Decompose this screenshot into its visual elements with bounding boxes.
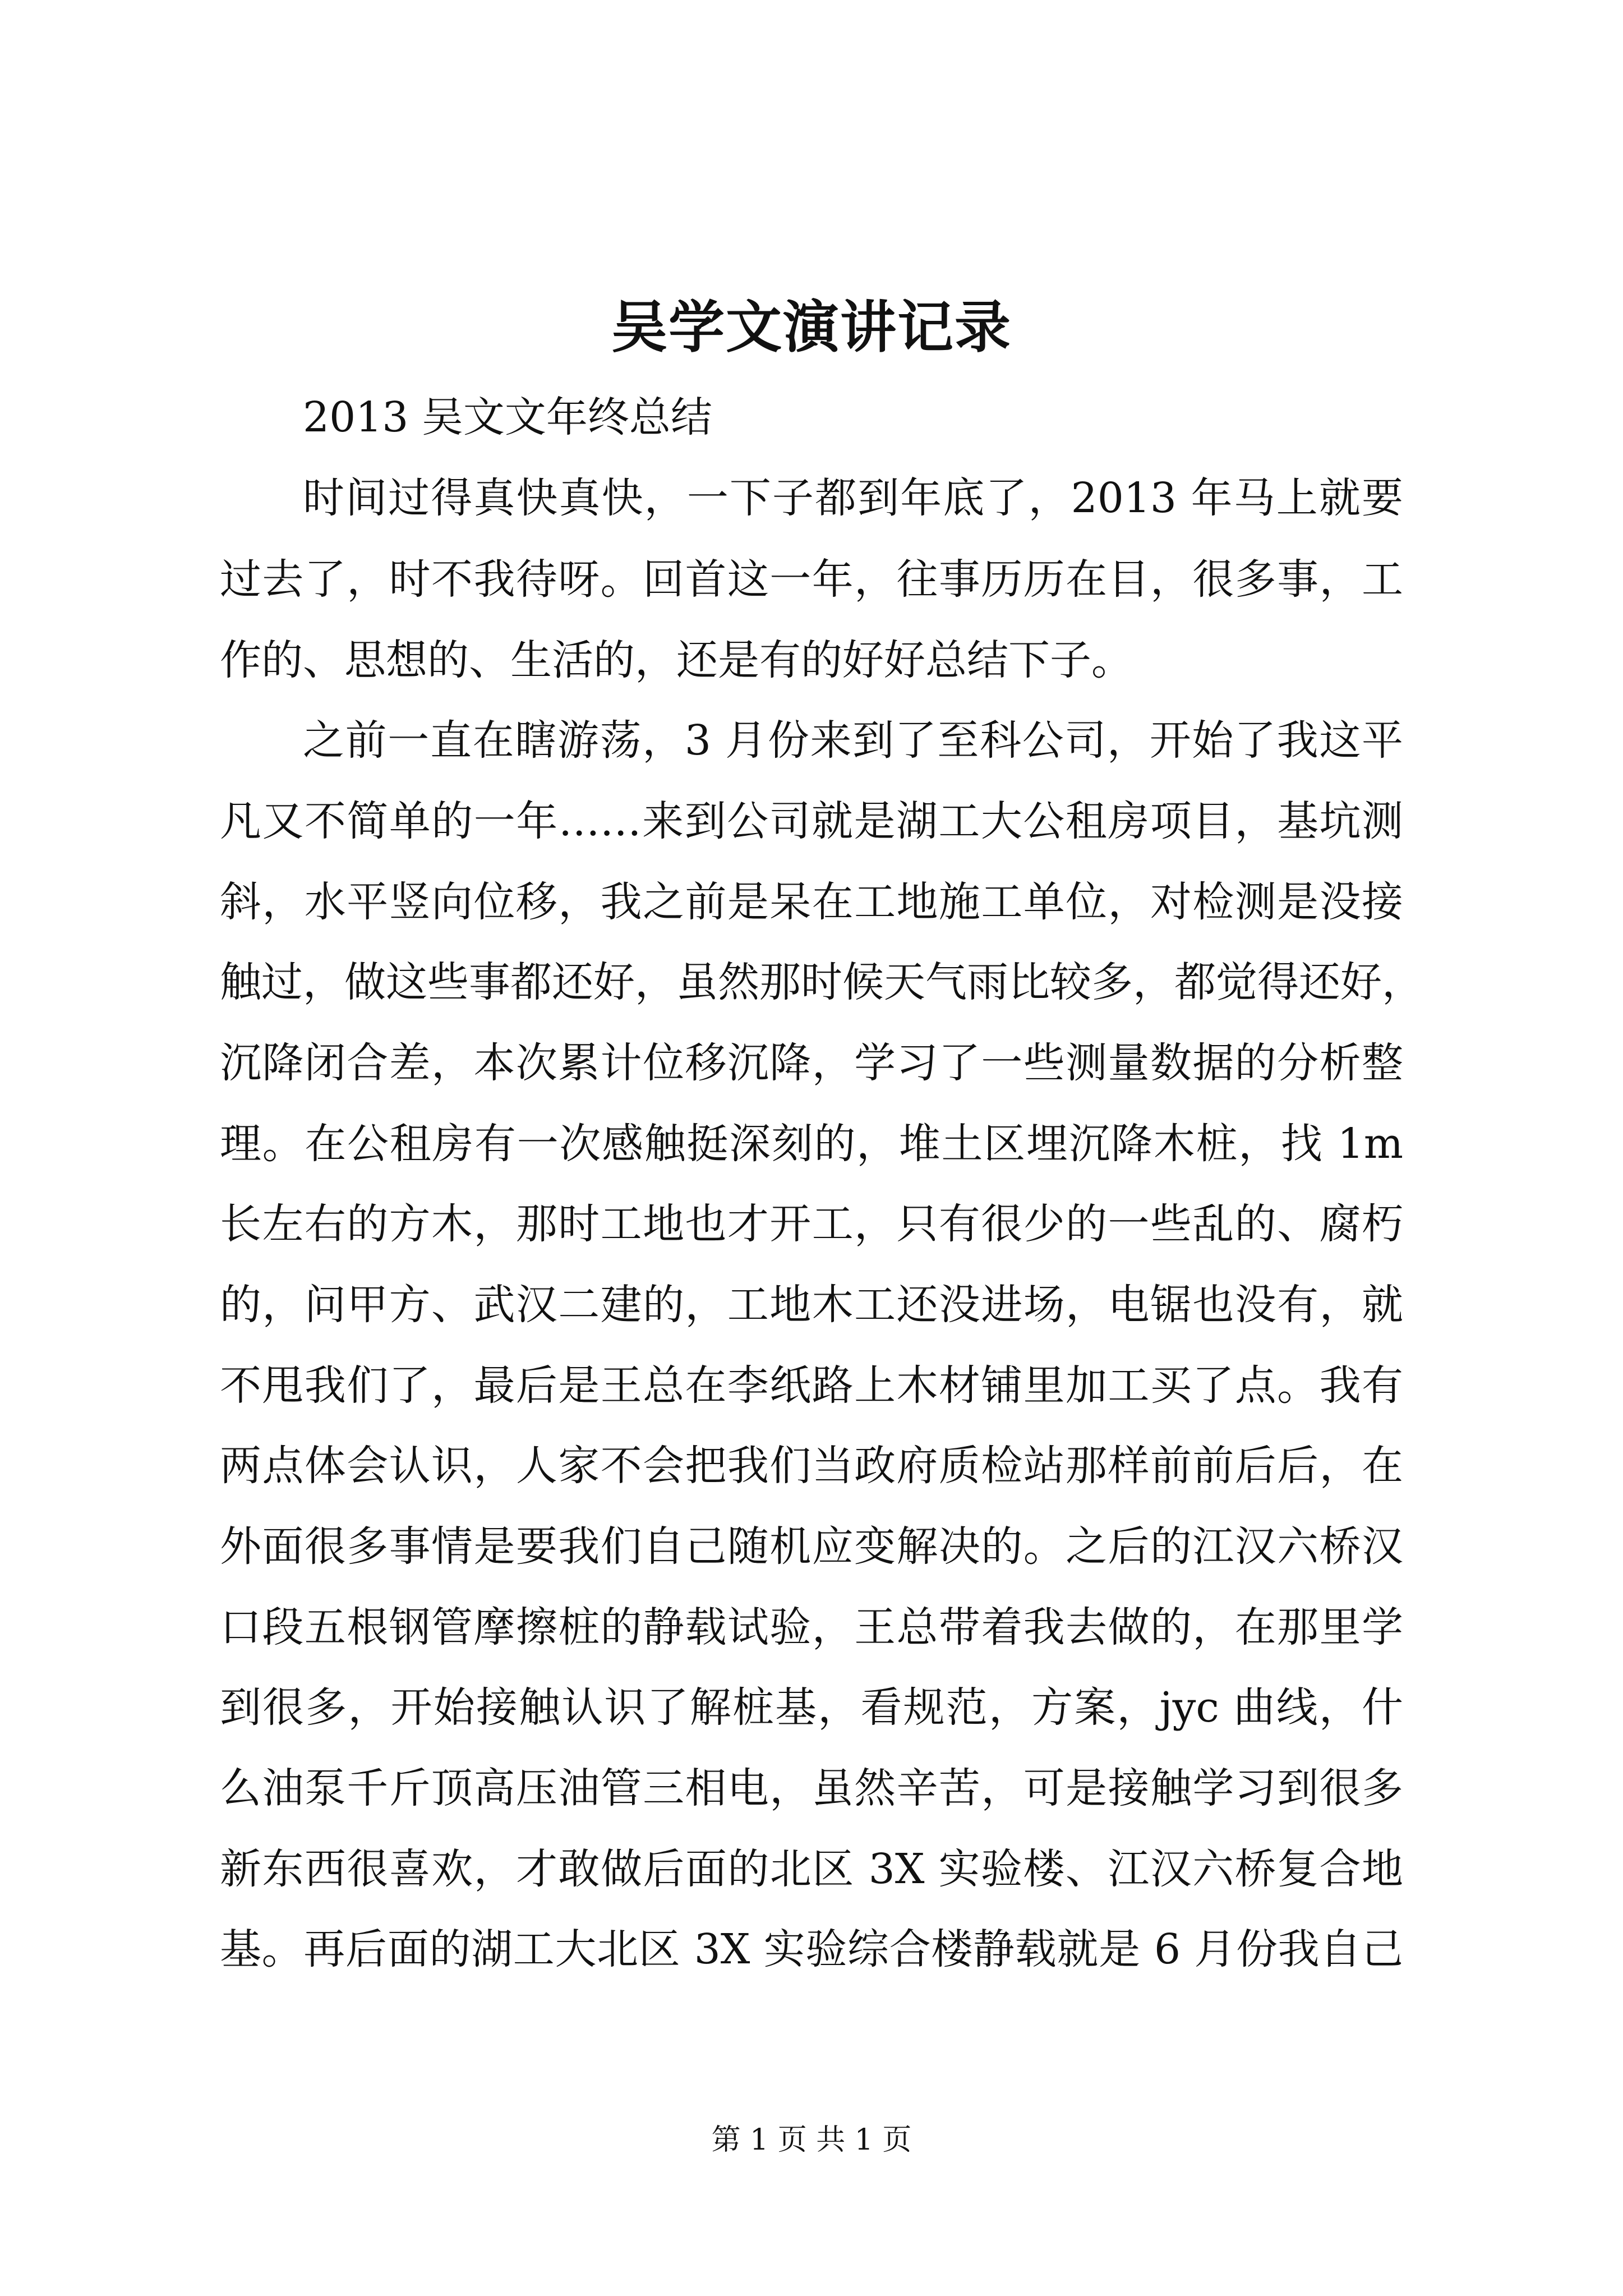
document-title: 吴学文演讲记录 [611,294,1012,360]
body-line-17: 么油泵千斤顶高压油管三相电，虽然辛苦，可是接触学习到很多 [220,1764,1403,1812]
body-line-13: 两点体会认识，人家不会把我们当政府质检站那样前前后后，在 [220,1442,1403,1490]
body-line-19: 基。再后面的湖工大北区 3X 实验综合楼静载就是 6 月份我自己 [220,1925,1403,1973]
body-line-10: 长左右的方木，那时工地也才开工，只有很少的一些乱的、腐朽 [220,1200,1403,1248]
body-line-4: 之前一直在瞎游荡，3 月份来到了至科公司，开始了我这平 [303,716,1403,765]
body-line-5: 凡又不简单的一年……来到公司就是湖工大公租房项目，基坑测 [220,797,1403,845]
body-line-18: 新东西很喜欢，才敢做后面的北区 3X 实验楼、江汉六桥复合地 [220,1845,1403,1893]
body-line-7: 触过，做这些事都还好，虽然那时候天气雨比较多，都觉得还好， [220,958,1423,1006]
page-footer: 第 1 页 共 1 页 [711,2123,912,2157]
body-line-11: 的，问甲方、武汉二建的，工地木工还没进场，电锯也没有，就 [220,1281,1403,1329]
body-line-15: 口段五根钢管摩擦桩的静载试验，王总带着我去做的，在那里学 [220,1603,1403,1651]
body-line-9: 理。在公租房有一次感触挺深刻的，堆土区埋沉降木桩，找 1m [220,1120,1403,1168]
body-line-14: 外面很多事情是要我们自己随机应变解决的。之后的江汉六桥汉 [220,1522,1403,1571]
document-subtitle: 2013 吴文文年终总结 [303,393,712,441]
body-line-6: 斜，水平竖向位移，我之前是呆在工地施工单位，对检测是没接 [220,878,1403,926]
body-line-8: 沉降闭合差，本次累计位移沉降，学习了一些测量数据的分析整 [220,1039,1403,1087]
body-line-12: 不甩我们了，最后是王总在李纸路上木材铺里加工买了点。我有 [220,1361,1403,1410]
body-line-16: 到很多，开始接触认识了解桩基，看规范，方案，jyc 曲线，什 [220,1683,1403,1732]
body-line-2: 过去了，时不我待呀。回首这一年，往事历历在目，很多事，工 [220,555,1403,604]
body-line-3: 作的、思想的、生活的，还是有的好好总结下子。 [220,636,1133,684]
body-line-1: 时间过得真快真快，一下子都到年底了，2013 年马上就要 [303,474,1403,522]
